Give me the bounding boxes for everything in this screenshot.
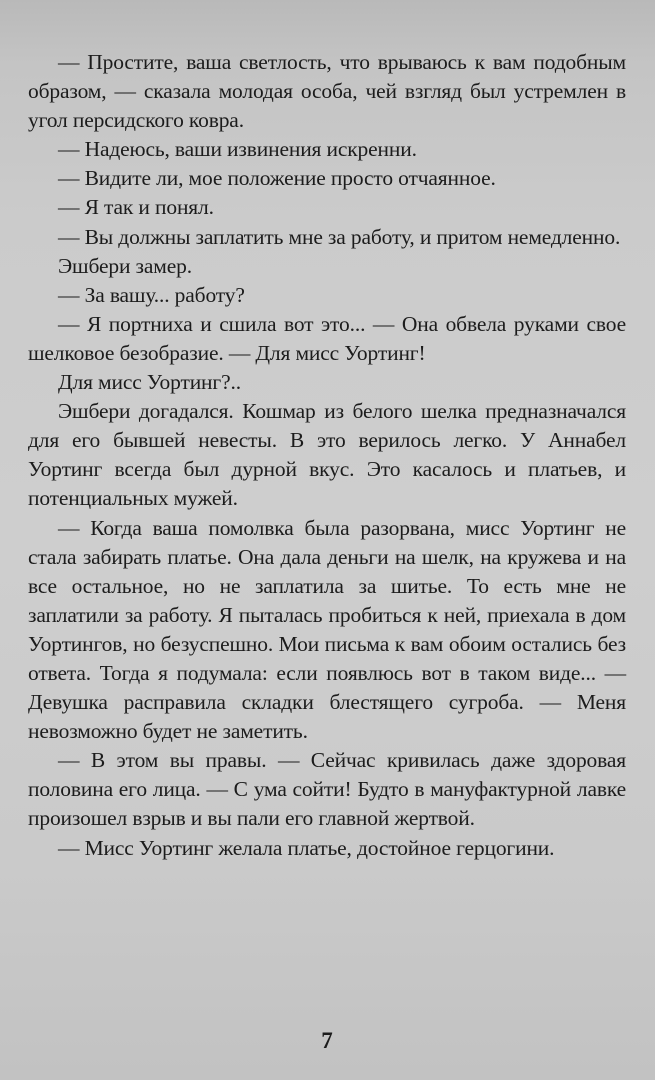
page-number: 7	[321, 1028, 333, 1053]
paragraph: — В этом вы правы. — Сейчас кривилась даже здоровая половина его лица. — С ума сойти! Будто в мануфактурной лавке произошел взрыв и вы пали его главной жертвой.	[28, 748, 626, 831]
paragraph: Эшбери догадался. Кошмар из белого шелка предназначался для его бывшей невесты. В это верилось легко. У Аннабел Уортинг всегда был дурной вкус. Это касалось и платьев, и потенциальных мужей.	[28, 399, 626, 511]
paragraph: Эшбери замер.	[58, 253, 192, 278]
paragraph: — За вашу... работу?	[58, 282, 245, 307]
paragraph: — Надеюсь, ваши извинения искренни.	[58, 137, 417, 162]
paragraph: — Простите, ваша светлость, что врываюсь к вам подобным образом, — сказала молодая особа, чей взгляд был устремлен в угол персидского ковра.	[28, 50, 626, 133]
book-page	[28, 48, 626, 1068]
paragraph: — Видите ли, мое положение просто отчаянное.	[58, 166, 496, 191]
paragraph: — Я портниха и сшила вот это... — Она обвела руками свое шелковое безобразие. — Для мисс Уортинг!	[28, 311, 626, 365]
paragraph: Для мисс Уортинг?..	[58, 370, 241, 395]
paragraph: — Я так и понял.	[58, 195, 214, 220]
paragraph: — Вы должны заплатить мне за работу, и притом немедленно.	[58, 224, 621, 249]
paragraph: — Когда ваша помолвка была разорвана, мисс Уортинг не стала забирать платье. Она дала деньги на шелк, на кружева и на все остальное, но не заплатила за шитье. То есть мне не заплатили за работу. Я пыталась пробиться к ней, приехала в дом Уортингов, но безуспешно. Мои письма к вам обоим остались без ответа. Тогда я подумала: если появлюсь вот в таком виде... — Девушка расправила складки блестящего сугроба. — Меня невозможно будет не заметить.	[28, 515, 626, 744]
paragraph: — Мисс Уортинг желала платье, достойное герцогини.	[58, 835, 555, 860]
